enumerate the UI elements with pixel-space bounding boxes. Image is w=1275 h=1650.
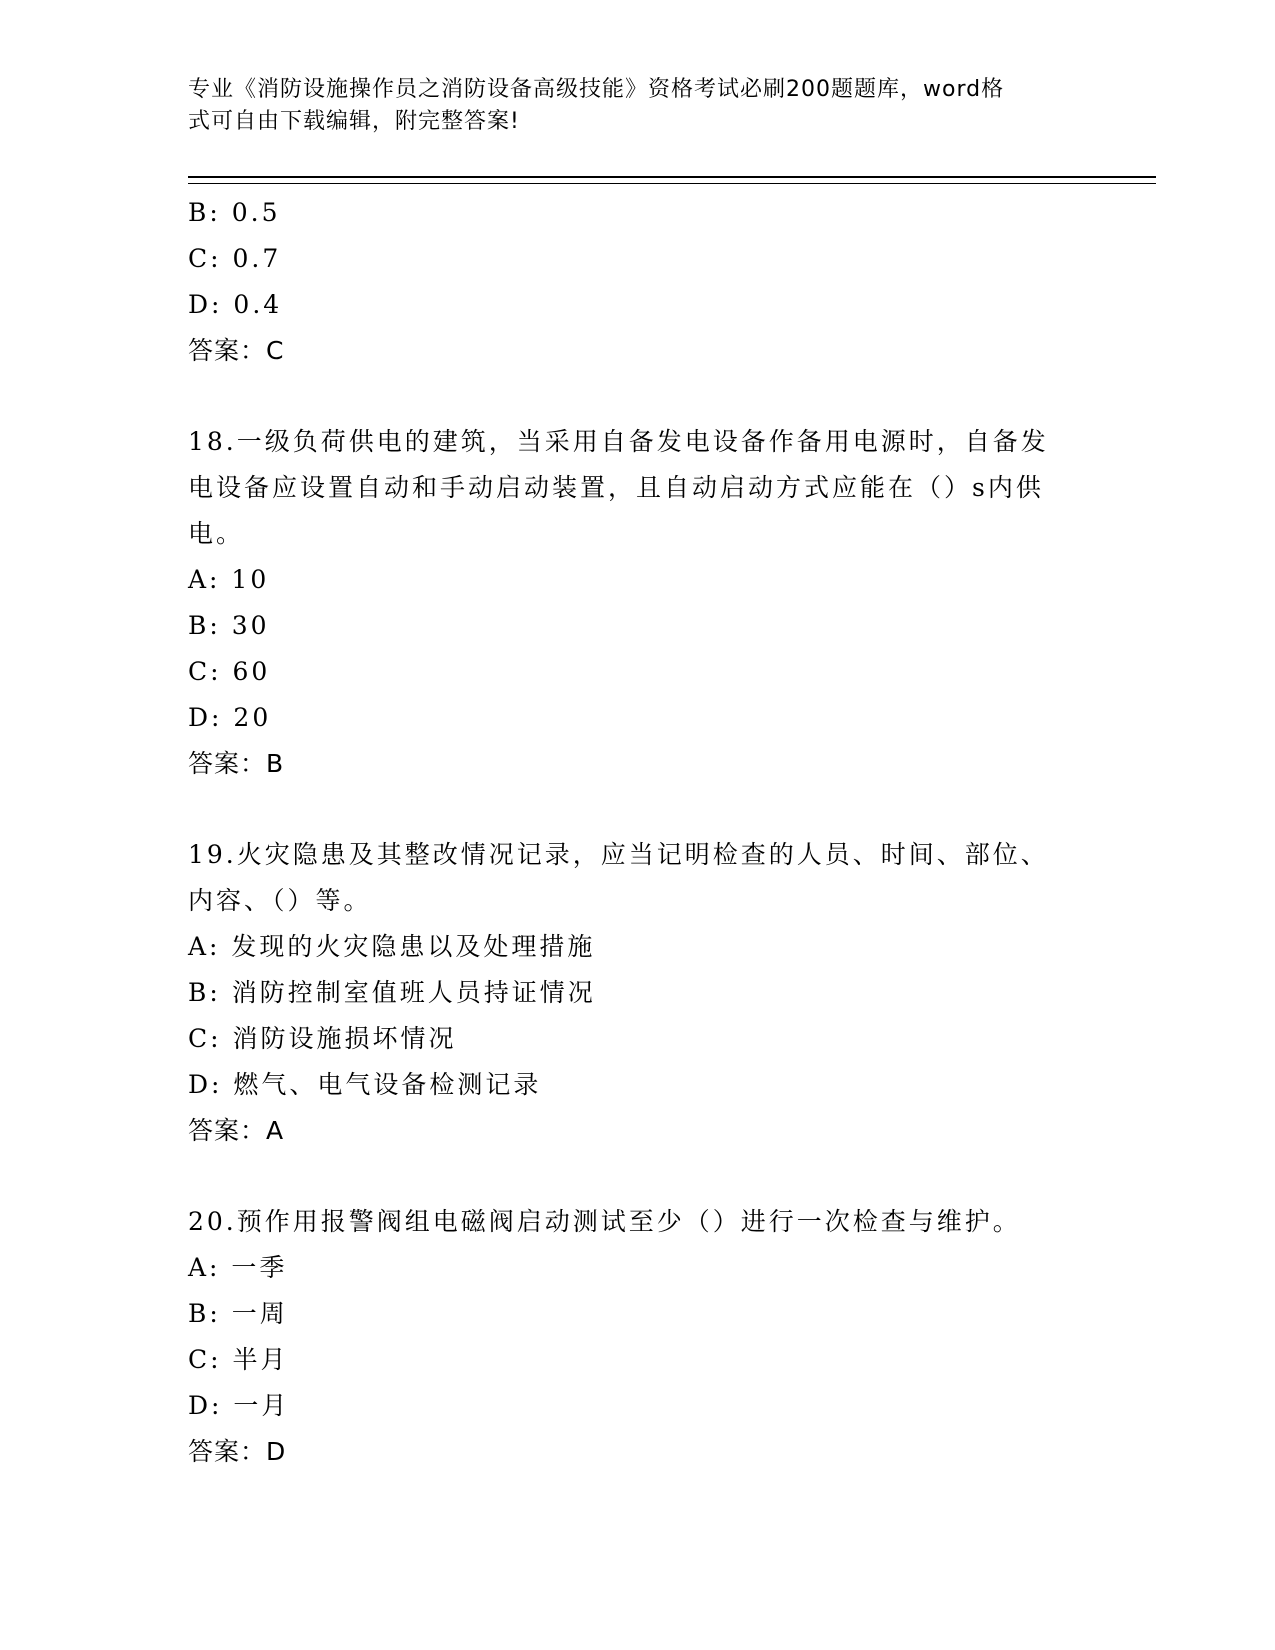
- question-text-line: 电。: [188, 519, 245, 548]
- option-a: A: 发现的火灾隐患以及处理措施: [188, 932, 596, 961]
- question-text-line: 电设备应设置自动和手动启动装置，且自动启动方式应能在（）s内供: [188, 473, 1044, 502]
- answer-line: 答案：D: [188, 1437, 287, 1466]
- spacer: [188, 787, 1088, 832]
- header-divider-thin: [188, 183, 1156, 184]
- question-text-line: 20.预作用报警阀组电磁阀启动测试至少（）进行一次检查与维护。: [188, 1207, 1021, 1236]
- option-b: B: 0.5: [188, 198, 281, 227]
- question-text-line: 内容、（）等。: [188, 886, 372, 915]
- option-d: D: 20: [188, 703, 272, 732]
- option-a: A: 一季: [188, 1253, 288, 1282]
- option-d: D: 0.4: [188, 290, 283, 319]
- header-divider-thick: [188, 176, 1156, 178]
- option-b: B: 一周: [188, 1299, 288, 1328]
- option-d: D: 燃气、电气设备检测记录: [188, 1070, 542, 1099]
- question-20: [188, 1199, 1088, 1475]
- option-c: C: 消防设施损坏情况: [188, 1024, 457, 1053]
- option-c: C: 0.7: [188, 244, 282, 273]
- question-text-line: 19.火灾隐患及其整改情况记录，应当记明检查的人员、时间、部位、: [188, 840, 1049, 869]
- question-18: [188, 419, 1088, 787]
- spacer: [188, 374, 1088, 419]
- question-text-line: 18.一级负荷供电的建筑，当采用自备发电设备作备用电源时，自备发: [188, 427, 1049, 456]
- question-17-tail: [188, 190, 1088, 374]
- answer-line: 答案：C: [188, 336, 285, 365]
- option-c: C: 60: [188, 657, 271, 686]
- option-c: C: 半月: [188, 1345, 289, 1374]
- spacer: [188, 1154, 1088, 1199]
- header-title-line-1: 专业《消防设施操作员之消防设备高级技能》资格考试必刷200题题库，word格: [188, 77, 1005, 102]
- option-b: B: 消防控制室值班人员持证情况: [188, 978, 596, 1007]
- question-list: [188, 190, 1088, 1475]
- option-d: D: 一月: [188, 1391, 290, 1420]
- document-header: [188, 74, 1068, 138]
- header-title-line-2: 式可自由下载编辑，附完整答案!: [188, 109, 520, 134]
- option-a: A: 10: [188, 565, 270, 594]
- question-19: [188, 832, 1088, 1154]
- answer-line: 答案：B: [188, 749, 285, 778]
- answer-line: 答案：A: [188, 1116, 285, 1145]
- option-b: B: 30: [188, 611, 270, 640]
